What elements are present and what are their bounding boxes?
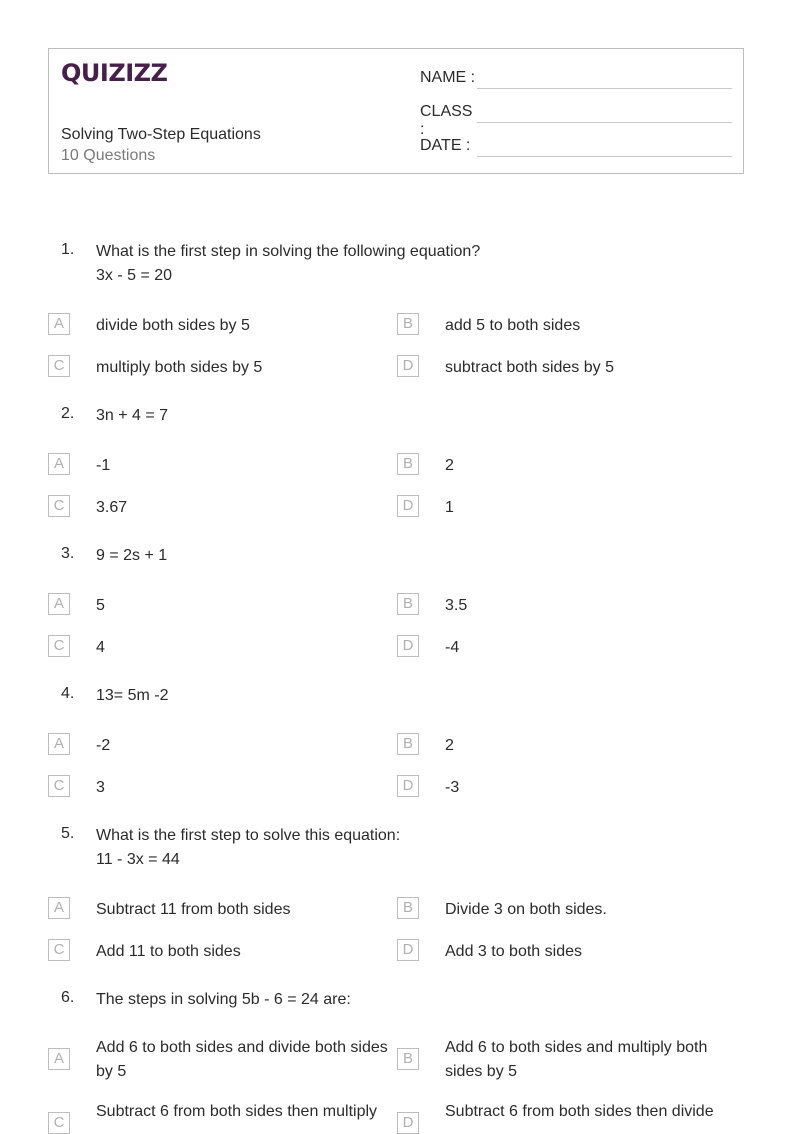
option-text: 2 [445,457,454,474]
option-letter-box: A [48,733,70,755]
question-number: 3. [61,545,75,562]
option-letter-box: A [48,897,70,919]
option-text: Subtract 6 from both sides then divide [445,1103,714,1120]
option-letter-box: D [397,495,419,517]
option-text: -4 [445,639,460,656]
option-text: 5 [96,597,105,614]
question-text: 13= 5m -2 [96,687,169,704]
option-letter-box: B [397,897,419,919]
option-letter-box: C [48,355,70,377]
option-letter-box: C [48,495,70,517]
option-letter-box: D [397,635,419,657]
question-text: The steps in solving 5b - 6 = 24 are: [96,991,351,1008]
question-text: 9 = 2s + 1 [96,547,168,564]
option-letter-box: D [397,775,419,797]
question-text: What is the first step to solve this equation: 11 - 3x = 44 [96,827,401,868]
option-text: Add 6 to both sides and multiply both sides by 5 [445,1039,708,1080]
question-text: What is the first step in solving the following equation? 3x - 5 = 20 [96,243,481,284]
class-input-line[interactable] [477,121,732,123]
question-text: 3n + 4 = 7 [96,407,169,424]
question-count: 10 Questions [61,147,156,164]
option-letter-box: D [397,355,419,377]
option-text: divide both sides by 5 [96,317,250,334]
option-text: Add 3 to both sides [445,943,582,960]
question-number: 5. [61,825,75,842]
option-letter-box: C [48,939,70,961]
option-letter-box: D [397,1112,419,1134]
question-number: 2. [61,405,75,422]
option-text: 4 [96,639,105,656]
option-letter-box: A [48,313,70,335]
option-letter-box: A [48,453,70,475]
name-label: NAME : [420,69,476,86]
option-text: 3.67 [96,499,128,516]
question-number: 6. [61,989,75,1006]
option-text: Add 11 to both sides [96,943,241,960]
option-text: 2 [445,737,454,754]
option-letter-box: C [48,1112,70,1134]
worksheet-header [48,48,744,174]
name-input-line[interactable] [477,87,732,89]
date-input-line[interactable] [477,155,732,157]
option-letter-box: A [48,1048,70,1070]
question-number: 1. [61,241,75,258]
option-letter-box: B [397,1048,419,1070]
option-text: 3 [96,779,105,796]
name-field[interactable] [420,69,476,87]
option-text: -1 [96,457,111,474]
option-text: Add 6 to both sides and divide both sides by 5 [96,1039,388,1080]
option-text: 1 [445,499,454,516]
option-letter-box: A [48,593,70,615]
option-text: subtract both sides by 5 [445,359,614,376]
option-letter-box: D [397,939,419,961]
option-text: Divide 3 on both sides. [445,901,607,918]
option-letter-box: B [397,453,419,475]
date-label: DATE : [420,137,471,154]
option-letter-box: B [397,313,419,335]
quizizz-logo: QUIZIZZ [61,59,168,87]
question-number: 4. [61,685,75,702]
class-label: CLASS : [420,103,473,138]
option-text: Subtract 11 from both sides [96,901,291,918]
worksheet-title: Solving Two-Step Equations [61,126,261,143]
option-letter-box: C [48,635,70,657]
option-text: Subtract 6 from both sides then multiply [96,1103,378,1120]
option-letter-box: C [48,775,70,797]
option-text: -3 [445,779,460,796]
option-text: add 5 to both sides [445,317,581,334]
option-text: -2 [96,737,111,754]
option-letter-box: B [397,733,419,755]
date-field[interactable] [420,137,476,155]
option-text: 3.5 [445,597,468,614]
class-field[interactable] [420,103,476,139]
option-letter-box: B [397,593,419,615]
option-text: multiply both sides by 5 [96,359,263,376]
